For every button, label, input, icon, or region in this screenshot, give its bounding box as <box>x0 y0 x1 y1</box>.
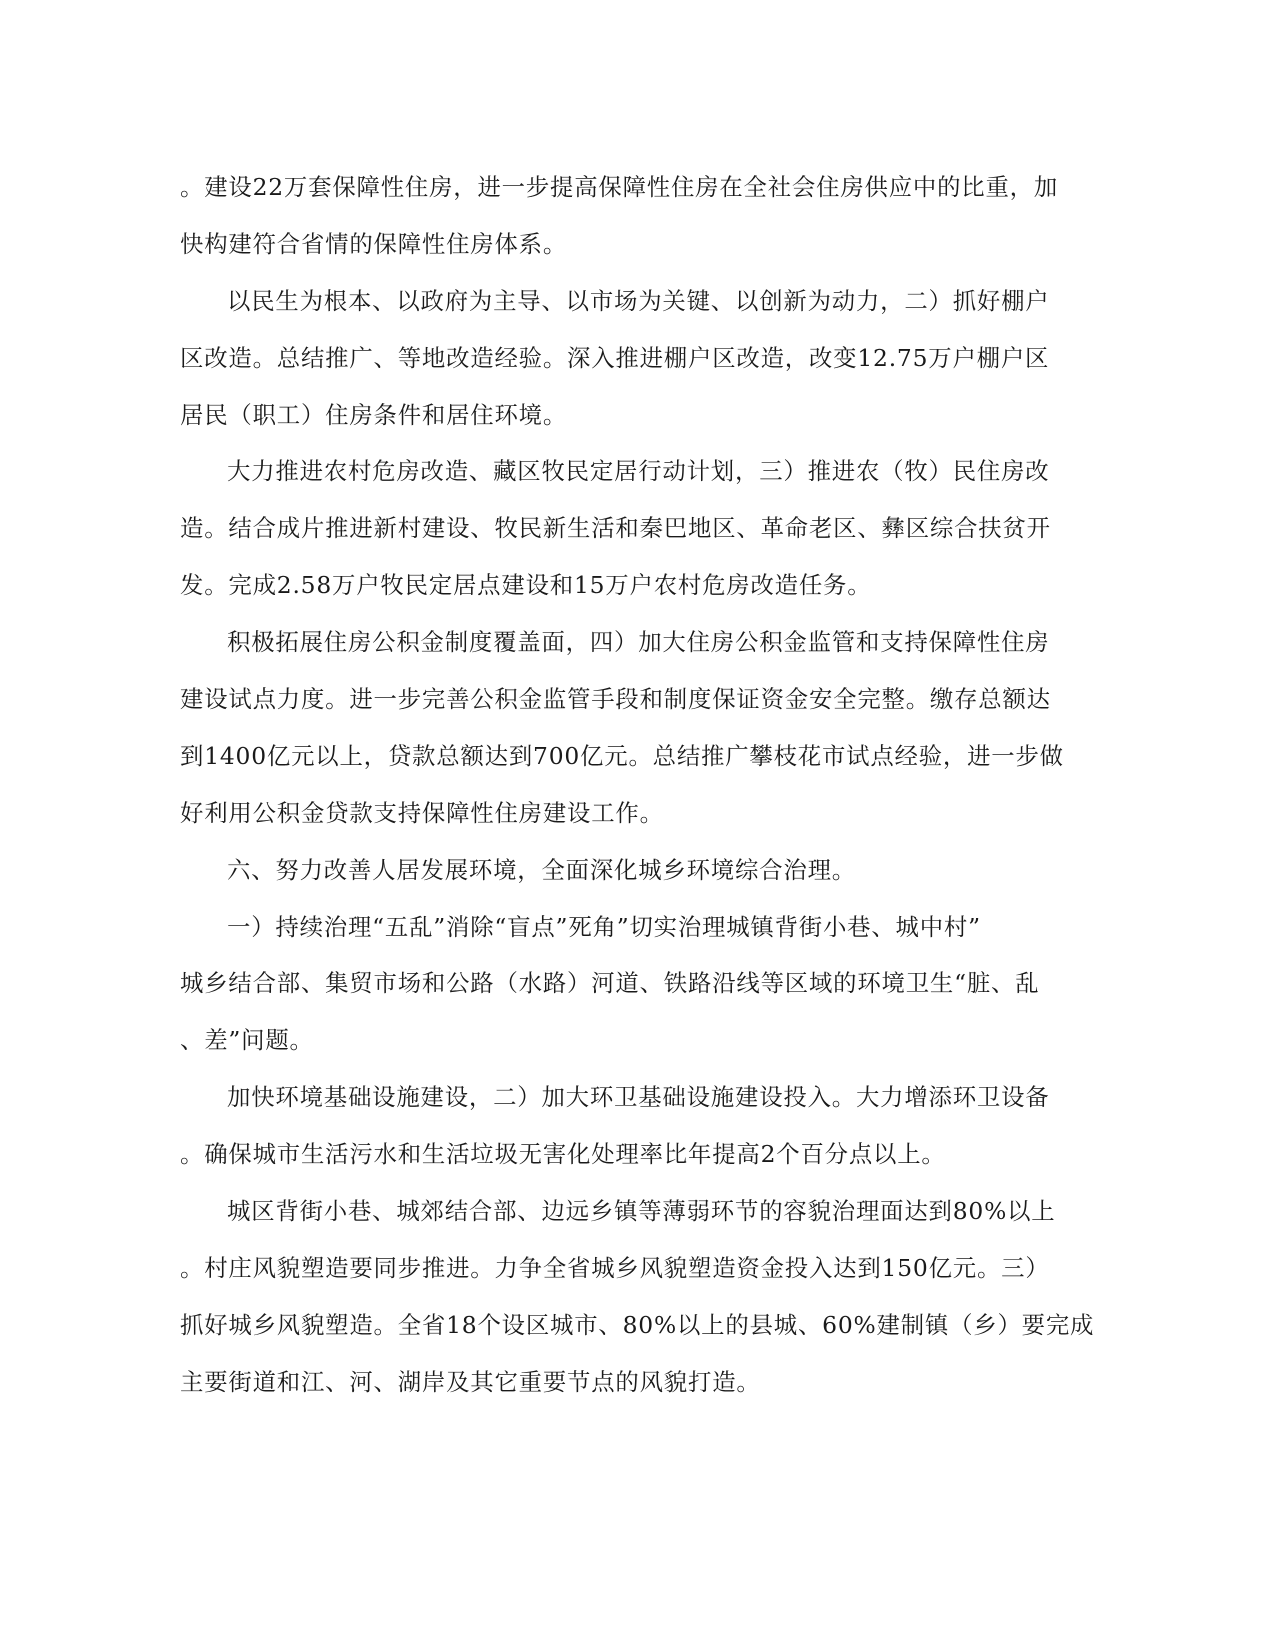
text-line: 城乡结合部、集贸市场和公路（水路）河道、铁路沿线等区域的环境卫生“脏、乱 <box>180 969 1040 998</box>
text-line: 城区背街小巷、城郊结合部、边远乡镇等薄弱环节的容貌治理面达到80%以上 <box>227 1197 1056 1226</box>
paragraph-6 <box>180 1074 1050 1188</box>
text-line: 。建设22万套保障性住房，进一步提高保障性住房在全社会住房供应中的比重，加 <box>180 173 1059 201</box>
text-line: 以民生为根本、以政府为主导、以市场为关键、以创新为动力，二）抓好棚户 <box>227 286 1050 315</box>
text-line: 居民（职工）住房条件和居住环境。 <box>180 400 568 429</box>
text-line: 区改造。总结推广、等地改造经验。深入推进棚户区改造，改变12.75万户棚户区 <box>180 343 1050 372</box>
text-line: 加快环境基础设施建设，二）加大环卫基础设施建设投入。大力增添环卫设备 <box>227 1083 1050 1112</box>
text-line: 抓好城乡风貌塑造。全省18个设区城市、80%以上的县城、60%建制镇（乡）要完成 <box>180 1310 1095 1339</box>
text-line: 积极拓展住房公积金制度覆盖面，四）加大住房公积金监管和支持保障性住房 <box>227 628 1050 657</box>
text-line: 发。完成2.58万户牧民定居点建设和15万户农村危房改造任务。 <box>180 571 872 600</box>
text-line: 。村庄风貌塑造要同步推进。力争全省城乡风貌塑造资金投入达到150亿元。三） <box>180 1253 1050 1282</box>
paragraph-1 <box>180 164 1059 278</box>
paragraph-2 <box>180 278 1050 449</box>
paragraph-5 <box>180 904 1040 1075</box>
text-line: 造。结合成片推进新村建设、牧民新生活和秦巴地区、革命老区、彝区综合扶贫开 <box>180 514 1051 543</box>
section-heading <box>180 847 1040 904</box>
text-line: 、差”问题。 <box>180 1026 314 1055</box>
text-line: 建设试点力度。进一步完善公积金监管手段和制度保证资金安全完整。缴存总额达 <box>180 685 1051 714</box>
text-line: 大力推进农村危房改造、藏区牧民定居行动计划，三）推进农（牧）民住房改 <box>227 457 1050 486</box>
document-body <box>180 164 1095 1416</box>
text-line: 。确保城市生活污水和生活垃圾无害化处理率比年提高2个百分点以上。 <box>180 1140 946 1169</box>
text-line: 快构建符合省情的保障性住房体系。 <box>180 229 568 258</box>
text-line: 一）持续治理“五乱”消除“盲点”死角”切实治理城镇背街小巷、城中村” <box>227 912 981 941</box>
paragraph-3 <box>180 448 1051 619</box>
text-line: 六、努力改善人居发展环境，全面深化城乡环境综合治理。 <box>227 855 856 884</box>
text-line: 主要街道和江、河、湖岸及其它重要节点的风貌打造。 <box>180 1367 761 1396</box>
paragraph-4 <box>180 619 1064 847</box>
paragraph-7 <box>180 1188 1095 1416</box>
text-line: 好利用公积金贷款支持保障性住房建设工作。 <box>180 798 664 827</box>
text-line: 到1400亿元以上，贷款总额达到700亿元。总结推广攀枝花市试点经验，进一步做 <box>180 741 1064 770</box>
